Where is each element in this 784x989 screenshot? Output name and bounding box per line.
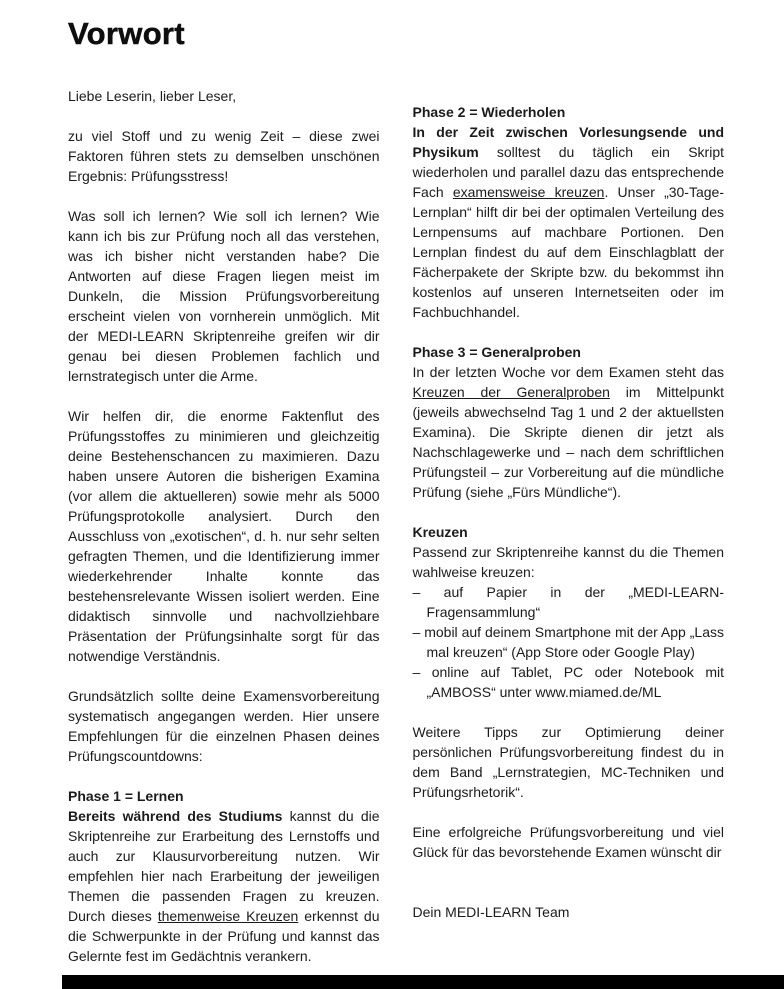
- paragraph: [413, 362, 725, 502]
- list-item: [413, 662, 725, 702]
- underlined-text: Kreuzen der Generalproben: [412, 384, 610, 400]
- bold-text: Bereits während des Studiums: [68, 808, 283, 824]
- page-title: Vorwort: [68, 16, 185, 51]
- underlined-text: themenweise Kreuzen: [157, 908, 299, 924]
- bold-text: Kreuzen: [412, 524, 468, 540]
- paragraph: [68, 406, 380, 666]
- text-segment: Eine erfolgreiche Prüfungsvorbereitung und viel Glück für das bevorstehende Examen wünscht dir: [412, 824, 724, 860]
- inline-heading: [68, 786, 380, 806]
- text-segment: Grundsätzlich sollte deine Examensvorbereitung systematisch angegangen werden. Hier unsere Empfehlungen für die einzelnen Phasen deines Prüfungscountdowns:: [68, 688, 380, 764]
- paragraph: [413, 822, 725, 862]
- text-segment: – online auf Tablet, PC oder Notebook mit „AMBOSS“ unter www.miamed.de/ML: [412, 664, 724, 700]
- bold-text: In der Zeit zwischen Vorlesungsende und Physikum: [412, 124, 724, 160]
- text-segment: kannst du die Skriptenreihe zur Erarbeitung des Lernstoffs und auch zur Klausurvorbereitung nutzen. Wir empfehlen hier nach Erarbeitung der jeweiligen Themen die passenden Fragen zu kreuzen. Durch dieses: [68, 808, 380, 924]
- list-item: [413, 582, 725, 622]
- footer-bar: [62, 975, 784, 989]
- text-segment: im Mittelpunkt (jeweils abwechselnd Tag 1 und 2 der aktuellsten Examina). Die Skripte dienen dir jetzt als Nachschlagewerke und – nach dem schriftlichen Prüfungsteil – zur Vorbereitung auf die mündliche Prüfung (siehe „Fürs Mündliche“).: [412, 384, 724, 500]
- text-segment: Weitere Tipps zur Optimierung deiner persönlichen Prüfungsvorbereitung findest du in dem Band „Lernstrategien, MC-Techniken und Prüfungsrhetorik“.: [412, 724, 724, 800]
- paragraph: [68, 126, 380, 186]
- paragraph: [413, 542, 725, 582]
- paragraph: [413, 722, 725, 802]
- text-segment: Was soll ich lernen? Wie soll ich lernen? Wie kann ich bis zur Prüfung noch all das verstehen, was ich bisher nicht verstanden habe? Die Antworten auf diese Fragen liegen meist im Dunkeln, die Mission Prüfungsvorbereitung erscheint vielen von vornherein unmöglich. Mit der MEDI-LEARN Skriptenreihe greifen wir dir genau bei diesen Problemen fachlich und lernstrategisch unter die Arme.: [68, 208, 380, 384]
- paragraph: [413, 122, 725, 322]
- paragraph: [68, 806, 380, 966]
- text-segment: In der letzten Woche vor dem Examen steht das: [412, 364, 724, 380]
- paragraph: [68, 686, 380, 766]
- text-segment: solltest du täglich ein Skript wiederholen und parallel dazu das entsprechende Fach: [412, 144, 724, 200]
- right-column: [413, 86, 725, 986]
- text-segment: – auf Papier in der „MEDI-LEARN-Fragensammlung“: [412, 584, 724, 620]
- inline-heading: [413, 342, 725, 362]
- paragraph: [68, 206, 380, 386]
- text-segment: . Unser „30-Tage-Lernplan“ hilft dir bei der optimalen Verteilung des Lernpensums auf machbare Portionen. Den Lernplan findest du auf dem Einschlagblatt der Fächerpakete der Skripte bzw. du bekommst ihn kostenlos auf unseren Internetseiten oder im Fachbuchhandel.: [412, 184, 724, 320]
- signature-line: [413, 902, 725, 922]
- text-segment: zu viel Stoff und zu wenig Zeit – diese zwei Faktoren führen stets zu demselben unschönen Ergebnis: Prüfungsstress!: [68, 128, 380, 184]
- text-segment: Passend zur Skriptenreihe kannst du die Themen wahlweise kreuzen:: [412, 544, 724, 580]
- list-item: [413, 622, 725, 662]
- underlined-text: examensweise kreuzen: [452, 184, 605, 200]
- bold-text: Phase 1 = Lernen: [68, 788, 184, 804]
- left-column: [68, 86, 380, 986]
- paragraph: [68, 86, 380, 106]
- text-segment: Wir helfen dir, die enorme Faktenflut des Prüfungsstoffes zu minimieren und gleichzeitig deine Bestehenschancen zu maximieren. Dazu haben unsere Autoren die bisherigen Examina (vor allem die aktuelleren) sowie mehr als 5000 Prüfungsprotokolle analysiert. Durch den Ausschluss von „exotischen“, d. h. nur sehr selten gefragten Themen, und die Identifizierung immer wiederkehrender Inhalte konnte das bestehensrelevante Wissen isoliert werden. Eine didaktisch sinnvolle und nachvollziehbare Präsentation der Prüfungsinhalte sorgt für das notwendige Verständnis.: [68, 408, 380, 664]
- bold-text: Phase 2 = Wiederholen: [412, 104, 566, 120]
- bold-text: Phase 3 = Generalproben: [412, 344, 581, 360]
- text-segment: Dein MEDI-LEARN Team: [412, 904, 570, 920]
- inline-heading: [413, 522, 725, 542]
- text-segment: Liebe Leserin, lieber Leser,: [68, 88, 237, 104]
- two-column-layout: [68, 86, 724, 986]
- text-segment: erkennst du die Schwerpunkte in der Prüfung und kannst das Gelernte fest im Gedächtnis verankern.: [68, 908, 380, 964]
- text-segment: – mobil auf deinem Smartphone mit der App „Lass mal kreuzen“ (App Store oder Google Play): [412, 624, 724, 660]
- inline-heading: [413, 102, 725, 122]
